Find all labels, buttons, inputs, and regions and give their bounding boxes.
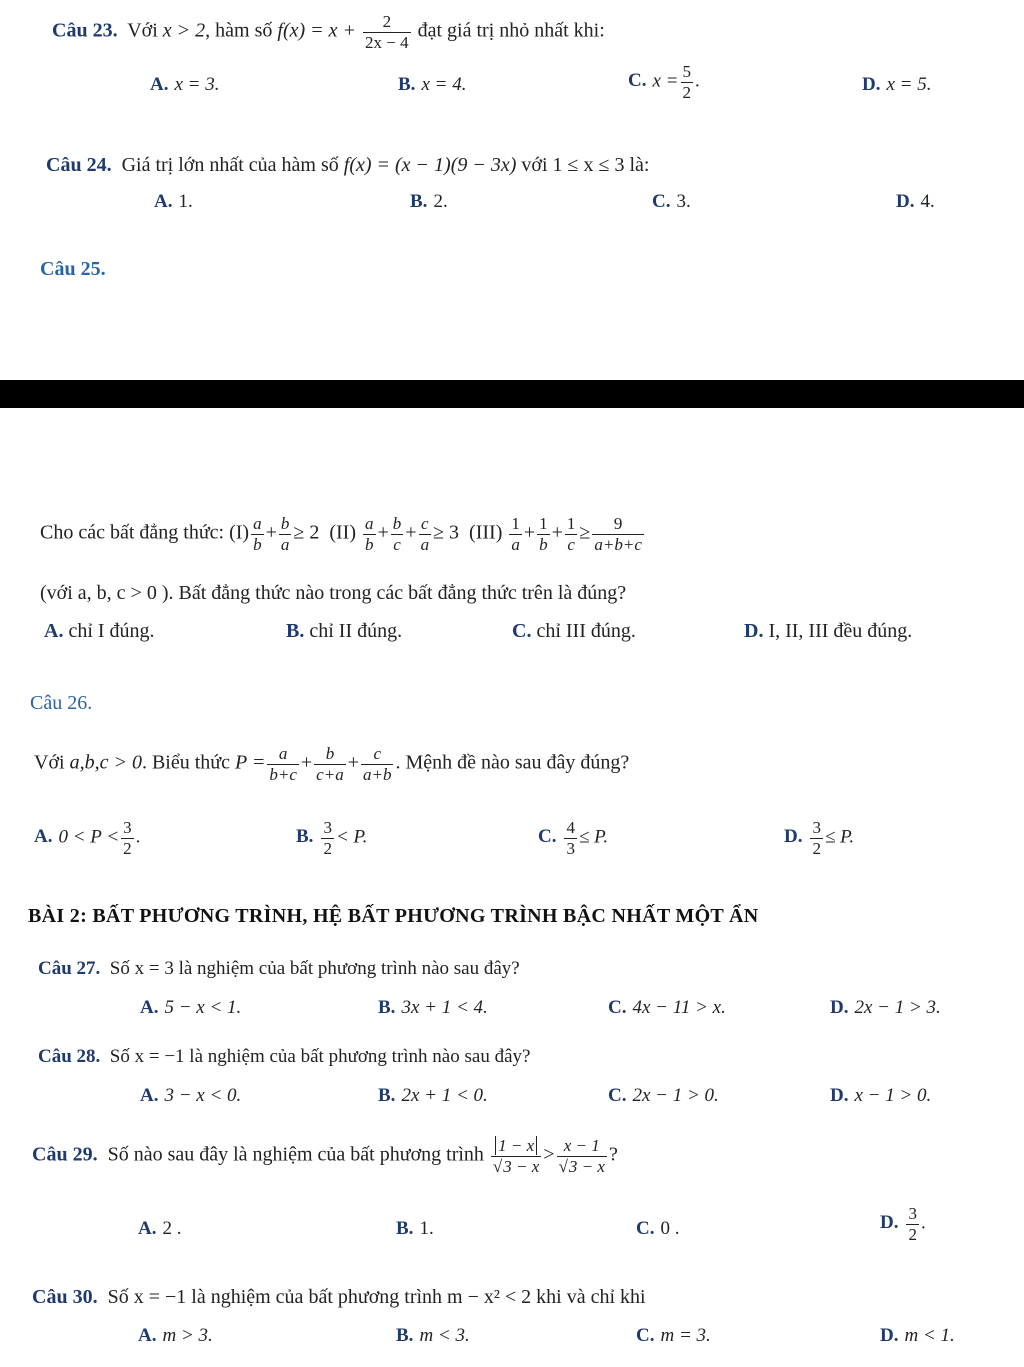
q25-option-b[interactable]: B. chỉ II đúng.	[286, 620, 403, 642]
q28-option-b[interactable]: B. 2x + 1 < 0.	[378, 1085, 488, 1106]
q25-option-c[interactable]: C. chỉ III đúng.	[512, 620, 636, 642]
q25-condition: (với a, b, c > 0 ). Bất đẳng thức nào trong các bất đẳng thức trên là đúng?	[40, 582, 627, 604]
q27-option-c[interactable]: C. 4x − 11 > x.	[608, 997, 726, 1018]
q26-option-a[interactable]: A. 0 < P < $\frac{3}{2}$ .	[34, 818, 141, 858]
q24-option-c[interactable]: C. 3.	[652, 191, 691, 212]
q27-option-d[interactable]: D. 2x − 1 > 3.	[830, 997, 941, 1018]
q26-stem: Với a,b,c > 0. Biểu thức P = $\frac{a}{b+c}$ + $\frac{b}{c+a}$ + $\frac{c}{a+b}$ . Mệnh đề nào sau đây đúng?	[34, 744, 630, 784]
q24-option-b[interactable]: B. 2.	[410, 191, 448, 212]
q26-option-c[interactable]: C. $\frac{4}{3}$ ≤ P.	[538, 818, 609, 858]
q27-stem: Câu 27. Số x = 3 là nghiệm của bất phương trình nào sau đây?	[38, 958, 520, 979]
q30-option-b[interactable]: B. m < 3.	[396, 1325, 470, 1346]
q25-stem: Cho các bất đẳng thức: (I) $\frac{a}{b}$ + $\frac{b}{a}$ ≥ 2 (II) $\frac{a}{b}$ + $\frac{b}{c}$ + $\frac{c}{a}$ ≥ 3 (III) $\frac{1}{a}$ + $\frac{1}{b}$ + $\frac{1}{c}$ ≥ $\frac{9}{a+b+c}$	[40, 514, 642, 554]
q24-option-a[interactable]: A. 1.	[154, 191, 193, 212]
q29-option-b[interactable]: B. 1.	[396, 1218, 434, 1239]
q28-option-a[interactable]: A. 3 − x < 0.	[140, 1085, 242, 1106]
q29-option-d[interactable]: D. $\frac{3}{2}$ .	[880, 1204, 926, 1244]
q29-stem: Câu 29. Số nào sau đây là nghiệm của bất phương trình $\frac{1 - x}{√3 - x}$ > $\frac{x - 1}{√3 - x}$ ?	[32, 1136, 618, 1176]
q25-label: Câu 25.	[40, 258, 106, 280]
q23-option-d[interactable]: D. x = 5.	[862, 74, 932, 95]
section-heading: BÀI 2: BẤT PHƯƠNG TRÌNH, HỆ BẤT PHƯƠNG TRÌNH BẬC NHẤT MỘT ẨN	[28, 905, 759, 927]
q26-option-b[interactable]: B. $\frac{3}{2}$ < P.	[296, 818, 368, 858]
q23-option-b[interactable]: B. x = 4.	[398, 74, 467, 95]
q24-stem: Câu 24. Giá trị lớn nhất của hàm số f(x) = (x − 1)(9 − 3x) với 1 ≤ x ≤ 3 là:	[46, 154, 650, 176]
q26-option-d[interactable]: D. $\frac{3}{2}$ ≤ P.	[784, 818, 855, 858]
q28-stem: Câu 28. Số x = −1 là nghiệm của bất phương trình nào sau đây?	[38, 1046, 531, 1067]
q27-option-a[interactable]: A. 5 − x < 1.	[140, 997, 242, 1018]
q25-option-d[interactable]: D. I, II, III đều đúng.	[744, 620, 913, 642]
q23-option-c[interactable]: C. x = $\frac{5}{2}$ .	[628, 62, 700, 102]
q27-option-b[interactable]: B. 3x + 1 < 4.	[378, 997, 488, 1018]
q30-option-a[interactable]: A. m > 3.	[138, 1325, 213, 1346]
q23-fraction: $\frac{2}{2x - 4}$	[365, 12, 409, 52]
q30-stem: Câu 30. Số x = −1 là nghiệm của bất phương trình m − x² < 2 khi và chỉ khi	[32, 1286, 646, 1308]
q24-option-d[interactable]: D. 4.	[896, 191, 935, 212]
q26-label: Câu 26.	[30, 692, 93, 714]
q29-option-c[interactable]: C. 0 .	[636, 1218, 680, 1239]
q28-option-c[interactable]: C. 2x − 1 > 0.	[608, 1085, 719, 1106]
q23-option-a[interactable]: A. x = 3.	[150, 74, 220, 95]
q30-option-d[interactable]: D. m < 1.	[880, 1325, 955, 1346]
q25-option-a[interactable]: A. chỉ I đúng.	[44, 620, 155, 642]
q30-option-c[interactable]: C. m = 3.	[636, 1325, 711, 1346]
black-divider-bar	[0, 380, 1024, 408]
q23-stem: Câu 23. Với x > 2, hàm số f(x) = x + $\frac{2}{2x - 4}$ đạt giá trị nhỏ nhất khi:	[52, 12, 605, 52]
q29-option-a[interactable]: A. 2 .	[138, 1218, 182, 1239]
q28-option-d[interactable]: D. x − 1 > 0.	[830, 1085, 932, 1106]
